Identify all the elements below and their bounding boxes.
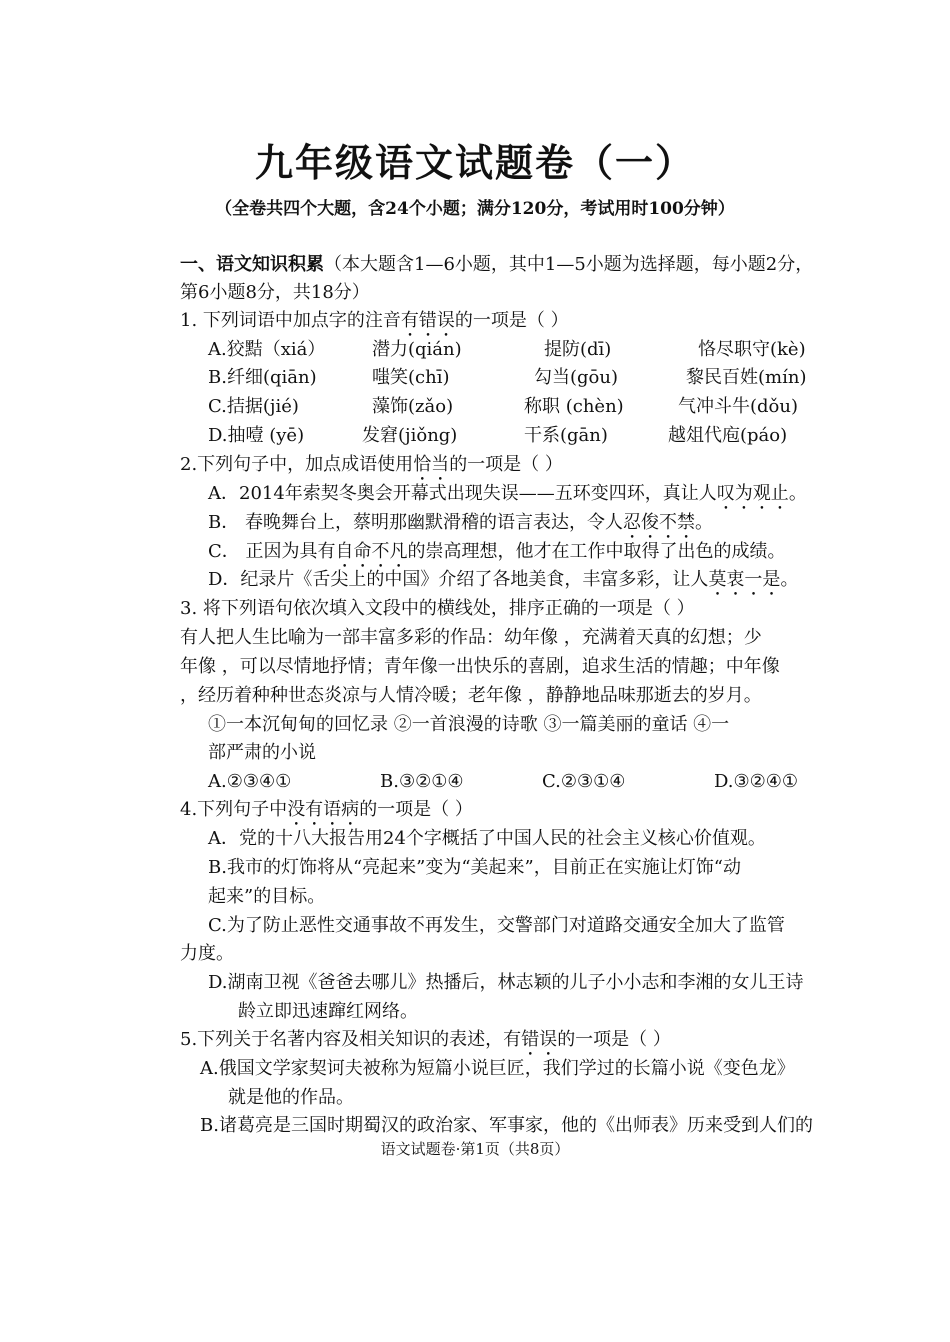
q3-stem: 3. 将下列语句依次填入文段中的横线处，排序正确的一项是（ ） (180, 598, 695, 619)
page-footer: 语文试题卷·第1页（共8页） (380, 1140, 570, 1158)
q5-option-a: A.俄国文学家契诃夫被称为短篇小说巨匠，我们学过的长篇小说《变色龙》 (200, 1058, 795, 1079)
q5-emphasis: 错误 (521, 1029, 558, 1050)
q2-emphasis: 恰当 (413, 454, 450, 475)
q5-option-b: B.诸葛亮是三国时期蜀汉的政治家、军事家，他的《出师表》历来受到人们的 (200, 1115, 813, 1136)
q4-option-d: D.湖南卫视《爸爸去哪儿》热播后，林志颖的儿子小小志和李湘的女儿王诗 (208, 972, 804, 993)
q1-option: 气冲斗牛(dǒu) (678, 396, 798, 417)
q3-answer: A.②③④① (208, 771, 292, 792)
page-title: 九年级语文试题卷（一） (254, 140, 695, 185)
section1-desc-line2: 第6小题8分，共18分） (180, 282, 370, 303)
q2-stem: 2.下列句子中，加点成语使用恰当的一项是（ ） (180, 454, 563, 475)
q5-stem: 5.下列关于名著内容及相关知识的表述，有错误的一项是（ ） (180, 1029, 671, 1050)
q4-option-c-cont: 力度。 (180, 943, 234, 964)
section1-heading-line (180, 252, 813, 278)
q1-option: 勾当(gōu) (534, 367, 618, 388)
q5-option-a-cont: 就是他的作品。 (228, 1087, 354, 1108)
q1-stem: 1. 下列词语中加点字的注音有错误的一项是（ ） (180, 310, 569, 331)
q3-paragraph-line: ，经历着种种世态炎凉与人情冷暖；老年像 ，静静地品味那逝去的岁月。 (180, 685, 762, 706)
q1-option: B.纤细(qiān) (208, 367, 317, 388)
q1-option: 恪尽职守(kè) (698, 339, 806, 360)
q4-stem: 4.下列句子中没有语病的一项是（ ） (180, 799, 473, 820)
q4-option-a: A．党的十八大报告用24个字概括了中国人民的社会主义核心价值观。 (208, 828, 766, 849)
q1-option: A.狡黠（xiá） (208, 339, 326, 360)
q3-paragraph-line: 年像 ，可以尽情地抒情；青年像一出快乐的喜剧，追求生活的情趣；中年像 (180, 656, 780, 677)
q3-choices-line: ①一本沉甸甸的回忆录 ②一首浪漫的诗歌 ③一篇美丽的童话 ④一 (208, 714, 730, 735)
q2-option-b: B． 春晚舞台上，蔡明那幽默滑稽的语言表达，令人忍俊不禁。 (208, 512, 713, 533)
section1-heading: 一、语文知识积累 (180, 254, 324, 275)
q4-option-b: B.我市的灯饰将从“亮起来”变为“美起来”，目前正在实施让灯饰“动 (208, 857, 741, 878)
q3-choices-line: 部严肃的小说 (208, 742, 316, 763)
q1-option: 称职 (chèn) (524, 396, 624, 417)
q1-option: 黎民百姓(mín) (686, 367, 807, 388)
q1-option: 潜力(qián) (372, 339, 462, 360)
q3-answer: B.③②①④ (380, 771, 464, 792)
q1-option: 越俎代庖(páo) (668, 425, 788, 446)
q4-emphasis: 没有语病 (287, 799, 360, 820)
q1-option: 干系(gān) (524, 425, 608, 446)
q1-option: 发窘(jiǒng) (362, 425, 458, 446)
q2-option-d: D．纪录片《舌尖上的中国》介绍了各地美食，丰富多彩，让人莫衷一是。 (208, 569, 799, 590)
q3-paragraph-line: 有人把人生比喻为一部丰富多彩的作品：幼年像 ，充满着天真的幻想；少 (180, 627, 762, 648)
q2-option-c: C． 正因为具有自命不凡的崇高理想，他才在工作中取得了出色的成绩。 (208, 541, 786, 562)
q1-emphasis: 有错误 (400, 310, 455, 331)
q1-option: 藻饰(zǎo) (372, 396, 454, 417)
q2-option-a: A．2014年索契冬奥会开幕式出现失误——五环变四环，真让人叹为观止。 (208, 483, 807, 504)
q4-option-c: C.为了防止恶性交通事故不再发生，交警部门对道路交通安全加大了监管 (208, 915, 785, 936)
q4-option-b-cont: 起来”的目标。 (208, 886, 326, 907)
q1-option: C.拮据(jié) (208, 396, 299, 417)
q1-option: D.抽噎 (yē) (208, 425, 305, 446)
q3-answer: D.③②④① (714, 771, 799, 792)
q4-option-d-cont: 龄立即迅速蹿红网络。 (238, 1001, 418, 1022)
page-subtitle: （全卷共四个大题，含24个小题；满分120分，考试用时100分钟） (215, 199, 735, 219)
q3-answer: C.②③①④ (542, 771, 626, 792)
q1-option: 提防(dī) (544, 339, 612, 360)
q1-option: 嗤笑(chī) (372, 367, 450, 388)
section1-desc: （本大题含1—6小题，其中1—5小题为选择题，每小题2分， (324, 254, 814, 275)
